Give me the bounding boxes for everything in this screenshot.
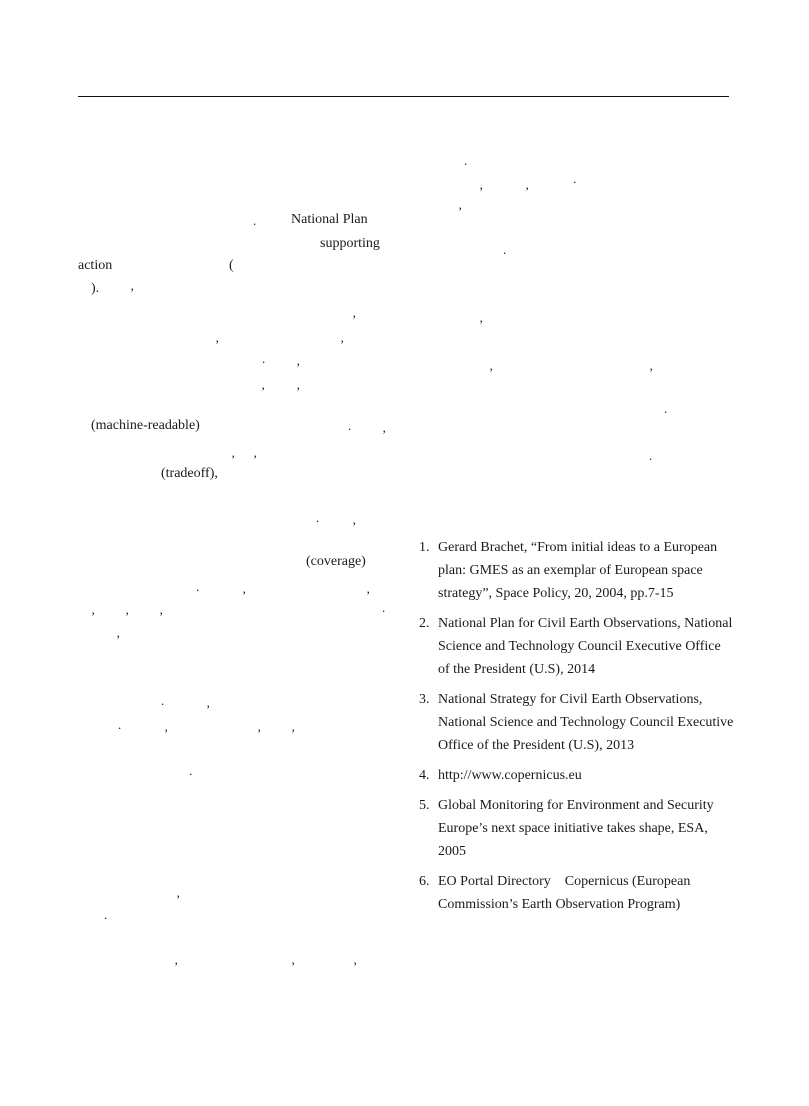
period-mark: . xyxy=(253,213,257,228)
comma-mark: ‚ xyxy=(649,358,654,373)
comma-mark: ‚ xyxy=(215,330,220,345)
comma-mark: ‚ xyxy=(174,952,179,967)
comma-mark: ‚ xyxy=(242,581,247,596)
period-mark: . xyxy=(316,510,320,525)
reference-item xyxy=(414,536,734,605)
period-mark: . xyxy=(262,351,266,366)
comma-mark: ‚ xyxy=(291,719,296,734)
comma-mark: ‚ xyxy=(261,377,266,392)
period-mark: . xyxy=(503,242,507,257)
comma-mark: ‚ xyxy=(125,602,130,617)
comma-mark: ‚ xyxy=(257,719,262,734)
reference-item xyxy=(414,764,734,787)
comma-mark: ‚ xyxy=(479,310,484,325)
reference-item xyxy=(414,688,737,757)
comma-mark: ‚ xyxy=(291,952,296,967)
comma-mark: ‚ xyxy=(296,377,301,392)
period-mark: . xyxy=(382,600,386,615)
reference-text: EO Portal Directory Copernicus (European Commission’s Earth Observation Program) xyxy=(438,874,694,912)
national-plan-text: National Plan xyxy=(291,212,368,227)
reference-item xyxy=(414,870,734,916)
reference-number: 3. xyxy=(419,692,430,707)
comma-mark: ‚ xyxy=(352,512,357,527)
period-mark: . xyxy=(161,693,165,708)
reference-text: National Strategy for Civil Earth Observations, National Science and Technology Council Executive Office of the President (U.S), 2013 xyxy=(438,692,737,753)
comma-mark: ‚ xyxy=(176,885,181,900)
paren-close: ). xyxy=(91,281,100,296)
comma-mark: ‚ xyxy=(458,197,463,212)
comma-mark: ‚ xyxy=(489,358,494,373)
period-mark: . xyxy=(664,401,668,416)
period-mark: . xyxy=(348,418,352,433)
comma-mark: ‚ xyxy=(231,445,236,460)
comma-mark: ‚ xyxy=(159,602,164,617)
period-mark: . xyxy=(189,763,193,778)
period-mark: . xyxy=(118,717,122,732)
comma-mark: ‚ xyxy=(525,177,530,192)
reference-number: 6. xyxy=(419,874,430,889)
comma-mark: ‚ xyxy=(116,625,121,640)
comma-mark: ‚ xyxy=(353,952,358,967)
period-mark: . xyxy=(196,579,200,594)
comma-mark: ‚ xyxy=(206,695,211,710)
reference-item xyxy=(414,612,734,681)
tradeoff-text: (tradeoff), xyxy=(161,466,218,481)
header-rule xyxy=(78,96,729,97)
reference-number: 1. xyxy=(419,540,430,555)
comma-mark: ‚ xyxy=(130,278,135,293)
reference-number: 2. xyxy=(419,616,430,631)
reference-link-text: http://www.copernicus.eu xyxy=(438,768,582,783)
reference-text: National Plan for Civil Earth Observations, National Science and Technology Council Executive Office of the President (U.S), 2014 xyxy=(438,616,736,677)
reference-number: 4. xyxy=(419,768,430,783)
period-mark: . xyxy=(464,153,468,168)
comma-mark: ‚ xyxy=(340,330,345,345)
reference-text: Gerard Brachet, “From initial ideas to a European plan: GMES as an exemplar of European space strategy”, Space Policy, 20, 2004, pp.7-15 xyxy=(438,540,721,601)
supporting-text: supporting xyxy=(320,236,380,251)
comma-mark: ‚ xyxy=(479,177,484,192)
action-text: action xyxy=(78,258,113,273)
comma-mark: ‚ xyxy=(382,420,387,435)
comma-mark: ‚ xyxy=(366,581,371,596)
machine-readable-text: (machine-readable) xyxy=(91,418,200,433)
comma-mark: ‚ xyxy=(253,445,258,460)
period-mark: . xyxy=(104,907,108,922)
coverage-text: (coverage) xyxy=(306,554,366,569)
comma-mark: ‚ xyxy=(164,719,169,734)
period-mark: . xyxy=(573,171,577,186)
references-list xyxy=(414,536,737,923)
period-mark: . xyxy=(649,448,653,463)
paren-open: ( xyxy=(229,258,234,273)
reference-text: Global Monitoring for Environment and Security Europe’s next space initiative takes shape, ESA, 2005 xyxy=(438,798,728,859)
comma-mark: ‚ xyxy=(91,602,96,617)
reference-number: 5. xyxy=(419,798,430,813)
comma-mark: ‚ xyxy=(296,353,301,368)
comma-mark: ‚ xyxy=(352,305,357,320)
reference-item xyxy=(414,794,734,863)
